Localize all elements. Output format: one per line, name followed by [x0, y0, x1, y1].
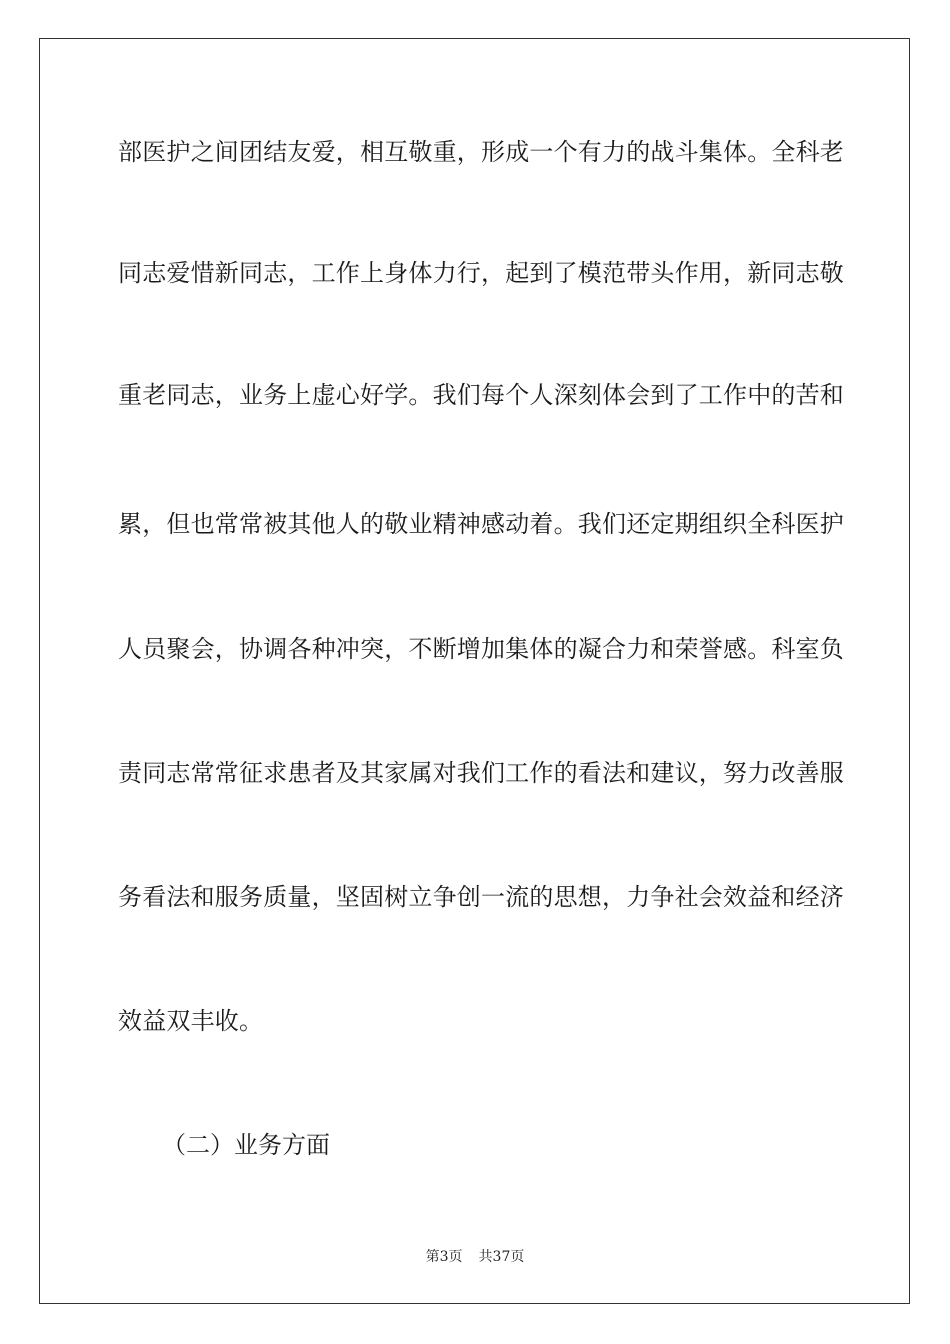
paragraph-line-2: 同志爱惜新同志，工作上身体力行，起到了模范带头作用，新同志敬 [118, 259, 844, 287]
paragraph-line-6: 责同志常常征求患者及其家属对我们工作的看法和建议，努力改善服 [118, 759, 844, 787]
paragraph-line-4: 累，但也常常被其他人的敬业精神感动着。我们还定期组织全科医护 [118, 510, 844, 538]
paragraph-line-7: 务看法和服务质量，坚固树立争创一流的思想，力争社会效益和经济 [118, 883, 844, 911]
paragraph-line-5: 人员聚会，协调各种冲突，不断增加集体的凝合力和荣誉感。科室负 [118, 635, 844, 663]
section-heading: （二）业务方面 [162, 1131, 330, 1159]
paragraph-line-8: 效益双丰收。 [118, 1007, 264, 1035]
page-border [39, 38, 910, 1304]
total-pages: 共37页 [478, 1249, 525, 1265]
paragraph-line-1: 部医护之间团结友爱，相互敬重，形成一个有力的战斗集体。全科老 [118, 138, 844, 166]
paragraph-line-3: 重老同志，业务上虚心好学。我们每个人深刻体会到了工作中的苦和 [118, 381, 844, 409]
page-footer [0, 1248, 950, 1266]
page-number: 第3页 [425, 1249, 463, 1265]
